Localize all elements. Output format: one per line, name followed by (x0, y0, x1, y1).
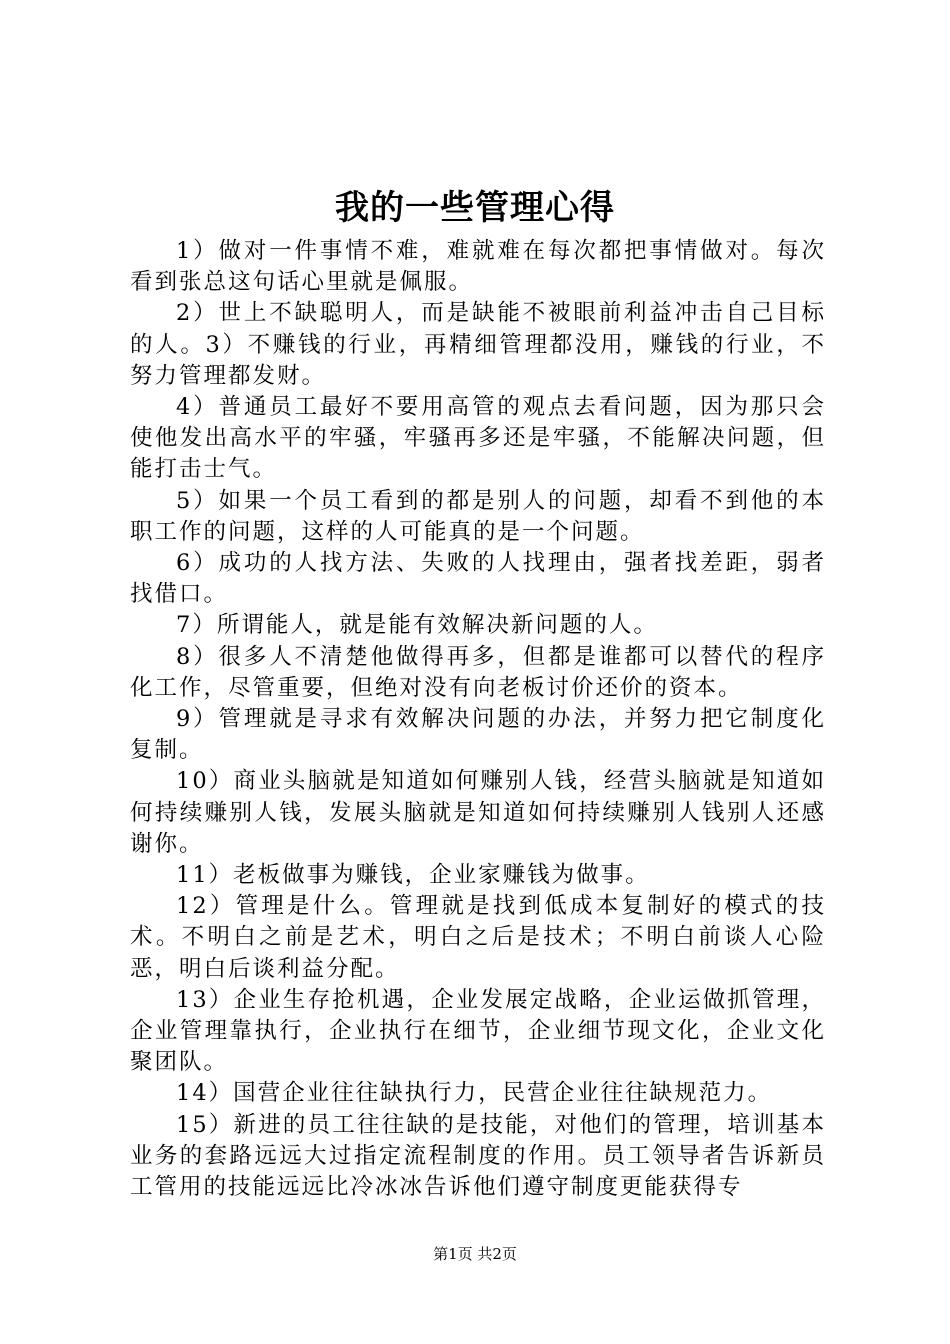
paragraph-13: 13）企业生存抢机遇，企业发展定战略，企业运做抓管理，企业管理靠执行，企业执行在细节，企业细节现文化，企业文化聚团队。 (130, 986, 826, 1076)
paragraph-6: 6）成功的人找方法、失败的人找理由，强者找差距，弱者找借口。 (130, 550, 826, 608)
paragraph-12: 12）管理是什么。管理就是找到低成本复制好的模式的技术。不明白之前是艺术，明白之后是技术；不明白前谈人心险恶，明白后谈利益分配。 (130, 893, 826, 982)
paragraph-14: 14）国营企业往往缺执行力，民营企业往往缺规范力。 (176, 1080, 773, 1107)
document-body (130, 236, 826, 1203)
paragraph-2: 2）世上不缺聪明人，而是缺能不被眼前利益冲击自己目标的人。3）不赚钱的行业，再精细管理都没用，赚钱的行业，不努力管理都发财。 (130, 300, 826, 389)
paragraph-5: 5）如果一个员工看到的都是别人的问题，却看不到他的本职工作的问题，这样的人可能真的是一个问题。 (130, 487, 826, 545)
paragraph-15: 15）新进的员工往往缺的是技能，对他们的管理，培训基本业务的套路远远大过指定流程制度的作用。员工领导者告诉新员工管用的技能远远比冷冰冰告诉他们遵守制度更能获得专 (130, 1111, 826, 1201)
paragraph-9: 9）管理就是寻求有效解决问题的办法，并努力把它制度化复制。 (130, 706, 826, 764)
paragraph-8: 8）很多人不清楚他做得再多，但都是谁都可以替代的程序化工作，尽管重要，但绝对没有向老板讨价还价的资本。 (130, 643, 826, 701)
paragraph-7: 7）所谓能人，就是能有效解决新问题的人。 (176, 612, 658, 639)
paragraph-10: 10）商业头脑就是知道如何赚别人钱，经营头脑就是知道如何持续赚别人钱，发展头脑就是知道如何持续赚别人钱别人还感谢你。 (130, 768, 826, 857)
paragraph-11: 11）老板做事为赚钱，企业家赚钱为做事。 (176, 862, 650, 889)
document-title: 我的一些管理心得 (335, 188, 615, 228)
paragraph-4: 4）普通员工最好不要用高管的观点去看问题，因为那只会使他发出高水平的牢骚，牢骚再多还是牢骚，不能解决问题，但能打击士气。 (130, 394, 826, 483)
paragraph-1: 1）做对一件事情不难，难就难在每次都把事情做对。每次看到张总这句话心里就是佩服。 (130, 238, 826, 296)
page-footer: 第1页 共2页 (433, 1245, 517, 1263)
